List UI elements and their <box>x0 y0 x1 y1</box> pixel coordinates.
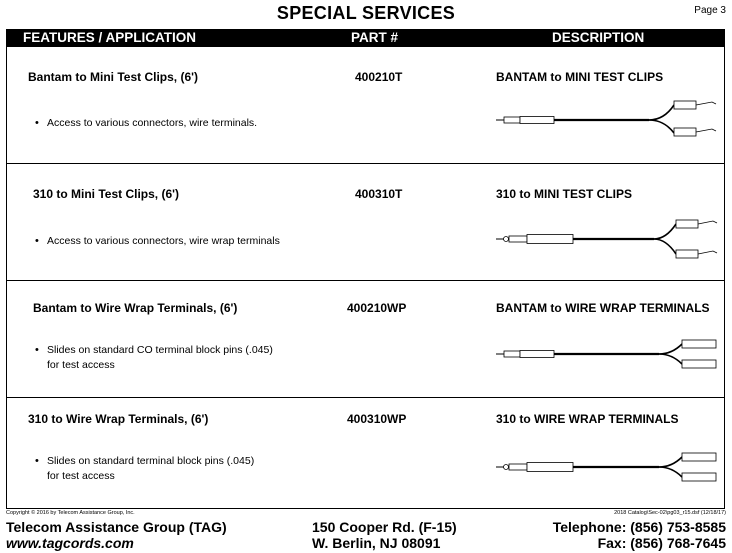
description-title: 310 to MINI TEST CLIPS <box>496 187 633 201</box>
table-row <box>7 281 724 398</box>
bullet-line: Access to various connectors, wire terminals. <box>47 117 258 129</box>
company-name: Telecom Assistance Group (TAG) <box>6 519 227 535</box>
bullet-line: Slides on standard CO terminal block pins (.045) <box>47 344 273 356</box>
description-title: BANTAM to WIRE WRAP TERMINALS <box>496 301 710 315</box>
feature-bullet <box>35 234 280 249</box>
bullet-dot: • <box>35 117 39 129</box>
copyright-notice: Copyright © 2016 by Telecom Assistance Group, Inc. <box>6 510 135 516</box>
310-to-wire-wrap-cable-icon <box>494 446 719 492</box>
feature-bullet <box>35 454 254 484</box>
bullet-dot: • <box>35 455 39 467</box>
description-title: 310 to WIRE WRAP TERMINALS <box>496 412 679 426</box>
product-table <box>6 47 725 509</box>
page-title: SPECIAL SERVICES <box>276 3 456 23</box>
part-number: 400210WP <box>347 301 407 315</box>
bullet-line: Slides on standard terminal block pins (.045) <box>47 455 255 467</box>
feature-title: Bantam to Wire Wrap Terminals, (6') <box>33 301 238 315</box>
fax: Fax: (856) 768-7645 <box>597 535 726 551</box>
bullet-dot: • <box>35 344 39 356</box>
part-number: 400310WP <box>347 412 407 426</box>
address-line-1: 150 Cooper Rd. (F-15) <box>312 519 457 535</box>
310-to-mini-clips-cable-icon <box>494 216 719 262</box>
bullet-line: for test access <box>47 470 115 482</box>
table-row <box>7 398 724 514</box>
bullet-line: Access to various connectors, wire wrap terminals <box>47 235 280 247</box>
address-line-2: W. Berlin, NJ 08091 <box>312 535 441 551</box>
website-link[interactable]: www.tagcords.com <box>6 535 134 551</box>
feature-bullet <box>35 116 257 131</box>
feature-title: Bantam to Mini Test Clips, (6') <box>28 70 198 84</box>
part-number: 400310T <box>355 187 403 201</box>
feature-title: 310 to Mini Test Clips, (6') <box>33 187 179 201</box>
bantam-to-mini-clips-cable-icon <box>494 95 719 141</box>
table-header <box>6 29 725 47</box>
table-row <box>7 164 724 281</box>
page-number: Page 3 <box>694 5 726 16</box>
description-title: BANTAM to MINI TEST CLIPS <box>496 70 664 84</box>
header-description: DESCRIPTION <box>552 30 645 45</box>
bullet-line: for test access <box>47 359 115 371</box>
bullet-dot: • <box>35 235 39 247</box>
table-row <box>7 47 724 164</box>
header-features: FEATURES / APPLICATION <box>23 30 197 45</box>
catalog-reference: 2018 Catalog\Sec-02\pg03_r15.dsf (12/18/17) <box>614 510 726 516</box>
bantam-to-wire-wrap-cable-icon <box>494 333 719 379</box>
feature-bullet <box>35 343 273 373</box>
part-number: 400210T <box>355 70 403 84</box>
header-part: PART # <box>351 30 399 45</box>
feature-title: 310 to Wire Wrap Terminals, (6') <box>28 412 209 426</box>
telephone: Telephone: (856) 753-8585 <box>552 519 726 535</box>
